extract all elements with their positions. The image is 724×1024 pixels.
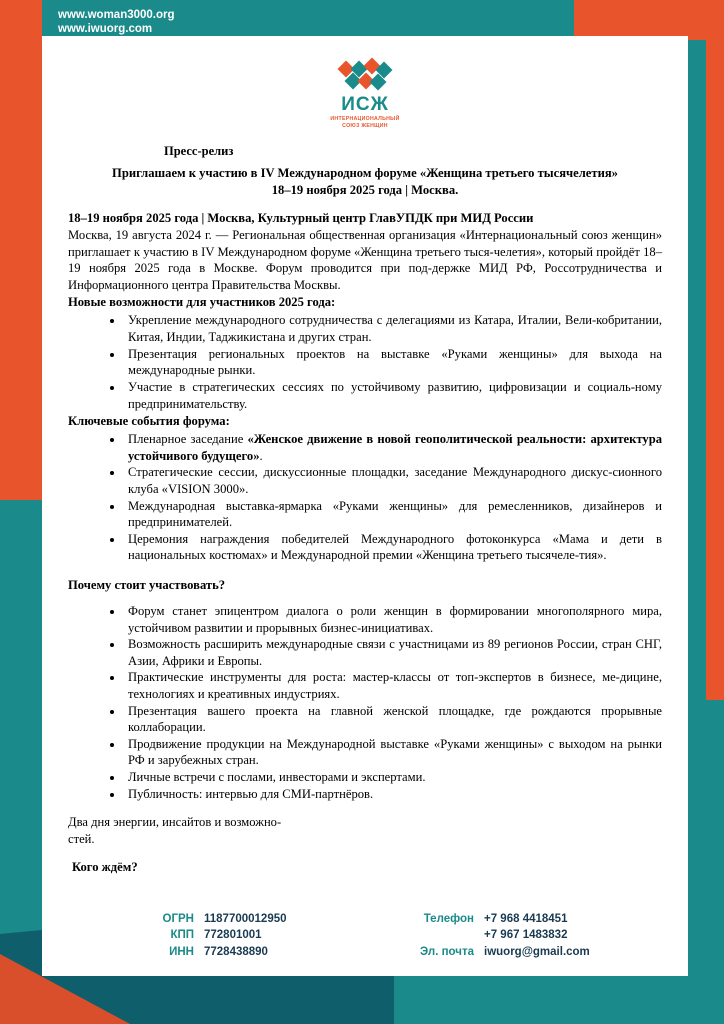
- contact-row-phone-1: [398, 911, 662, 928]
- contact-label: [398, 927, 484, 944]
- contact-label: КПП: [170, 929, 194, 942]
- press-release-label: Пресс-релиз: [164, 144, 234, 159]
- section-title-why-participate: Почему стоит участвовать?: [68, 577, 226, 592]
- contacts-block: [68, 911, 662, 961]
- logo-diamonds-icon: [334, 60, 396, 92]
- contacts-communication-column: [368, 911, 662, 961]
- contact-value: 772801001: [204, 929, 262, 942]
- contact-label: ОГРН: [162, 912, 194, 925]
- contacts-registration-column: [68, 911, 368, 961]
- closing-text: [68, 814, 662, 847]
- headline-line-2: 18–19 ноября 2025 года | Москва.: [271, 183, 459, 198]
- contact-value: 1187700012950: [204, 912, 287, 925]
- logo-subtitle-line2: СОЮЗ ЖЕНЩИН: [342, 123, 388, 130]
- headline: [68, 165, 662, 199]
- list-item: • Личные встречи с послами, инвесторами и экспертами.: [124, 769, 662, 786]
- list-item: • Церемония награждения победителей Международного фотоконкурса «Мама и дети в национальных костюмах» и Международной премии «Женщина третьего тысячеле-тия».: [124, 531, 662, 564]
- contact-row-phone-2: [398, 927, 662, 944]
- section-title-key-events: Ключевые события форума:: [68, 414, 230, 429]
- list-item: • Продвижение продукции на Международной выставке «Руками женщины» с выходом на рынки РФ и зарубежных стран.: [124, 736, 662, 769]
- press-release-sheet: [42, 36, 688, 976]
- contact-row-email: [398, 944, 662, 961]
- contact-row-ogrn: [126, 911, 368, 928]
- who-we-expect-title: Кого ждём?: [72, 859, 138, 874]
- list-item: • Пленарное заседание «Женское движение в новой геополитической реальности: архитектура устойчивого будущего».: [124, 431, 662, 464]
- list-item: • Участие в стратегических сессиях по устойчивому развитию, цифровизации и социаль-ному предпринимательству.: [124, 379, 662, 412]
- intro-paragraph: Москва, 19 августа 2024 г. — Региональная общественная организация «Интернациональный союз женщин» приглашает к участию в IV Международном форуме «Женщина третьего тыся-челетия», который пройдёт 18–19 ноября 2025 года в Москве. Форум проводится при под-держке МИД РФ, Россотрудничества и Информационного центра Правительства Москвы.: [68, 228, 662, 292]
- contact-value: 7728438890: [204, 945, 268, 958]
- contact-value[interactable]: +7 968 4418451: [484, 912, 568, 925]
- list-item: • Практические инструменты для роста: мастер-классы от топ-экспертов в бизнесе, ме-дицине, технологиях и креативных индустриях.: [124, 669, 662, 702]
- list-item: • Возможность расширить международные связи с участницами из 89 регионов России, стран СНГ, Азии, Африки и Европы.: [124, 636, 662, 669]
- list-why-participate: [68, 603, 662, 802]
- list-new-opportunities: [68, 312, 662, 412]
- contact-row-kpp: [126, 927, 368, 944]
- list-item: • Форум станет эпицентром диалога о роли женщин в формировании многополярного мира, устойчивом развитии и прорывных бизнес-инициативах.: [124, 603, 662, 636]
- contact-label: ИНН: [169, 945, 194, 958]
- list-item: • Стратегические сессии, дискуссионные площадки, заседание Международного дискус-сионного клуба «VISION 3000».: [124, 464, 662, 497]
- contact-label: Эл. почта: [420, 945, 474, 958]
- background-orange-top-right: [574, 0, 724, 40]
- headline-line-1: Приглашаем к участию в IV Международном форуме «Женщина третьего тысячелетия»: [112, 166, 618, 181]
- logo-area: [68, 46, 662, 140]
- contact-label: Телефон: [423, 912, 474, 925]
- closing-line-2: стей.: [68, 831, 95, 846]
- contact-value[interactable]: iwuorg@gmail.com: [484, 945, 590, 958]
- list-item: • Публичность: интервью для СМИ-партнёров.: [124, 786, 662, 803]
- site-links: [58, 8, 175, 37]
- background-orange-left-bar: [0, 0, 42, 500]
- contact-row-inn: [126, 944, 368, 961]
- list-key-events: [68, 431, 662, 564]
- background-orange-right-strip: [706, 0, 724, 700]
- closing-line-1: Два дня энергии, инсайтов и возможно-: [68, 815, 282, 830]
- dateline: 18–19 ноября 2025 года | Москва, Культурный центр ГлавУПДК при МИД России: [68, 211, 534, 226]
- section-title-new-opportunities: Новые возможности для участников 2025 года:: [68, 295, 336, 310]
- logo-subtitle-line1: ИНТЕРНАЦИОНАЛЬНЫЙ: [330, 116, 400, 122]
- logo-subtitle: [330, 116, 399, 130]
- list-item: • Презентация региональных проектов на выставке «Руками женщины» для выхода на международные рынки.: [124, 346, 662, 379]
- site-link-iwuorg[interactable]: www.iwuorg.com: [58, 23, 153, 36]
- organization-logo: [330, 60, 399, 130]
- list-item: • Укрепление международного сотрудничества с делегациями из Катара, Италии, Вели-кобритании, Китая, Индии, Таджикистана и других стран.: [124, 312, 662, 345]
- contact-value[interactable]: +7 967 1483832: [484, 929, 568, 942]
- list-item: • Презентация вашего проекта на главной женской площадке, где рождаются прорывные коллаборации.: [124, 703, 662, 736]
- logo-text: ИСЖ: [341, 94, 389, 115]
- site-link-woman3000[interactable]: www.woman3000.org: [58, 9, 175, 21]
- list-item: • Международная выставка-ярмарка «Руками женщины» для ремесленников, дизайнеров и предпринимателей.: [124, 498, 662, 531]
